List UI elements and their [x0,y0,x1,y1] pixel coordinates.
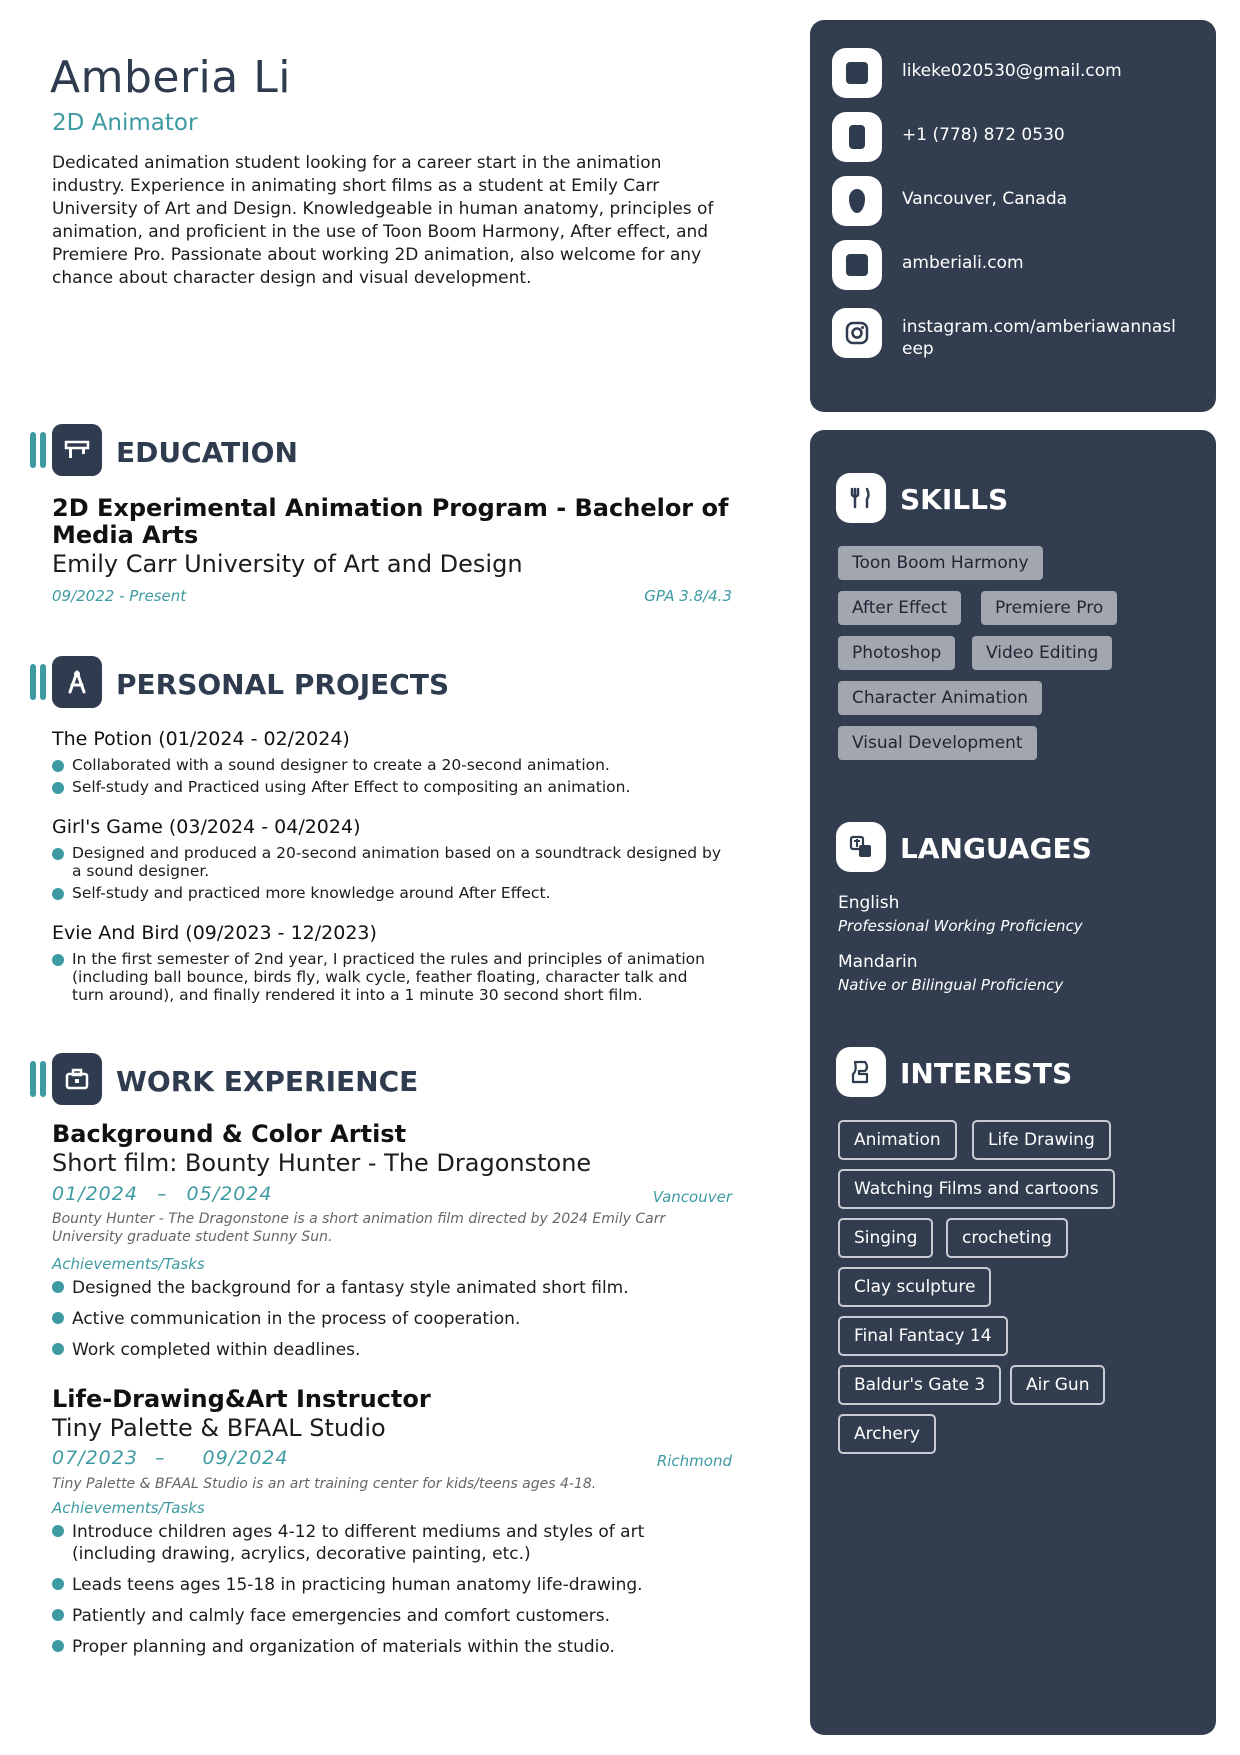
language-name: English [838,893,900,913]
list-item: Designed and produced a 20-second animation based on a soundtrack designed by a sound designer. [52,844,722,880]
job-dates [52,1447,288,1469]
skill-chip: Character Animation [838,681,1042,715]
location-text: Vancouver, Canada [902,189,1068,209]
skill-chip: Video Editing [972,636,1112,670]
job-title: Background & Color Artist [52,1120,407,1148]
list-item: Designed the background for a fantasy style animated short film. [52,1277,732,1299]
education-dates: 09/2022 - Present [52,587,187,605]
list-item: In the first semester of 2nd year, I practiced the rules and principles of animation (including ball bounce, birds fly, walk cycle, feather floating, character talk and turn around), and finally rendered it into a 1 minute 30 second short film. [52,950,722,1004]
list-item: Collaborated with a sound designer to create a 20-second animation. [52,756,722,774]
job-org: Short film: Bounty Hunter - The Dragonstone [52,1149,592,1177]
phone-text[interactable]: +1 (778) 872 0530 [902,125,1065,145]
education-degree: 2D Experimental Animation Program - Bachelor of Media Arts [52,494,729,549]
skill-chip: Photoshop [838,636,955,670]
list-item: Introduce children ages 4-12 to different mediums and styles of art (including drawing, acrylics, decorative painting, etc.) [52,1521,732,1565]
email-text[interactable]: likeke020530@gmail.com [902,61,1122,81]
interest-tag: crocheting [946,1218,1068,1258]
website-icon [832,240,882,290]
projects-icon [52,656,102,708]
language-name: Mandarin [838,952,918,972]
job-bullets [52,1521,732,1667]
instagram-link[interactable]: instagram.com/amberiawannasleep [902,317,1176,359]
job-end-date: 05/2024 [186,1183,273,1205]
interest-tag: Final Fantacy 14 [838,1316,1008,1356]
phone-icon [832,112,882,162]
summary-text: Dedicated animation student looking for a career start in the animation industry. Experience in animating short films as a student at Emily Carr University of Art and Design. Knowledgeable in human anatomy, principles of animation, and proficient in the use of Toon Boom Harmony, After effect, and Premiere Pro. Passionate about working 2D animation, also welcome for any chance about character design and visual development. [52,153,714,288]
list-item: Patiently and calmly face emergencies and comfort customers. [52,1605,732,1627]
candidate-name: Amberia Li [50,52,291,103]
project-title: The Potion (01/2024 - 02/2024) [52,728,350,750]
location-icon [832,176,882,226]
education-gpa: GPA 3.8/4.3 [644,587,732,605]
skills-icon [836,473,886,523]
project-title: Evie And Bird (09/2023 - 12/2023) [52,922,377,944]
languages-icon [836,822,886,872]
project-bullets [52,844,722,906]
section-title: WORK EXPERIENCE [116,1065,419,1098]
list-item: Leads teens ages 15-18 in practicing human anatomy life-drawing. [52,1574,732,1596]
list-item: Self-study and Practiced using After Effect to compositing an animation. [52,778,722,796]
job-org: Tiny Palette & BFAAL Studio [52,1414,386,1442]
education-icon [52,424,102,476]
interest-tag: Life Drawing [972,1120,1111,1160]
date-separator: – [154,1447,166,1469]
skill-chip: Premiere Pro [981,591,1117,625]
interest-tag: Baldur's Gate 3 [838,1365,1001,1405]
email-icon [832,48,882,98]
skill-chip: Visual Development [838,726,1037,760]
project-bullets [52,756,722,800]
interest-tag: Clay sculpture [838,1267,991,1307]
job-start-date: 01/2024 [52,1183,138,1205]
language-level: Native or Bilingual Proficiency [838,976,1064,994]
tasks-label: Achievements/Tasks [52,1255,205,1273]
project-bullets [52,950,722,1008]
list-item: Active communication in the process of cooperation. [52,1308,732,1330]
section-title: LANGUAGES [900,832,1092,865]
section-title: SKILLS [900,483,1009,516]
language-level: Professional Working Proficiency [838,917,1083,935]
skill-chip: After Effect [838,591,961,625]
job-title: Life-Drawing&Art Instructor [52,1385,431,1413]
job-end-date: 09/2024 [202,1447,289,1469]
instagram-icon [832,308,882,358]
skill-chip: Toon Boom Harmony [838,546,1043,580]
job-bullets [52,1277,732,1370]
website-link[interactable]: amberiali.com [902,253,1024,273]
list-item: Proper planning and organization of materials within the studio. [52,1636,732,1658]
job-location: Richmond [656,1452,732,1470]
interest-tag: Watching Films and cartoons [838,1169,1115,1209]
interest-tag: Animation [838,1120,957,1160]
tasks-label: Achievements/Tasks [52,1499,205,1517]
job-description: Bounty Hunter - The Dragonstone is a short animation film directed by 2024 Emily Carr University graduate student Sunny Sun. [52,1211,666,1245]
job-description: Tiny Palette & BFAAL Studio is an art training center for kids/teens ages 4-18. [52,1476,597,1492]
interest-tag: Air Gun [1010,1365,1105,1405]
list-item: Self-study and practiced more knowledge around After Effect. [52,884,722,902]
job-start-date: 07/2023 [52,1447,138,1469]
section-title: PERSONAL PROJECTS [116,668,450,701]
section-title: INTERESTS [900,1057,1073,1090]
job-dates [52,1183,272,1205]
section-title: EDUCATION [116,436,298,469]
job-location: Vancouver [652,1188,732,1206]
education-school: Emily Carr University of Art and Design [52,550,523,578]
list-item: Work completed within deadlines. [52,1339,732,1361]
project-title: Girl's Game (03/2024 - 04/2024) [52,816,361,838]
candidate-role: 2D Animator [52,110,198,136]
interests-icon [836,1047,886,1097]
interest-tag: Archery [838,1414,936,1454]
date-separator: – [156,1183,168,1205]
interest-tag: Singing [838,1218,933,1258]
work-icon [52,1053,102,1105]
